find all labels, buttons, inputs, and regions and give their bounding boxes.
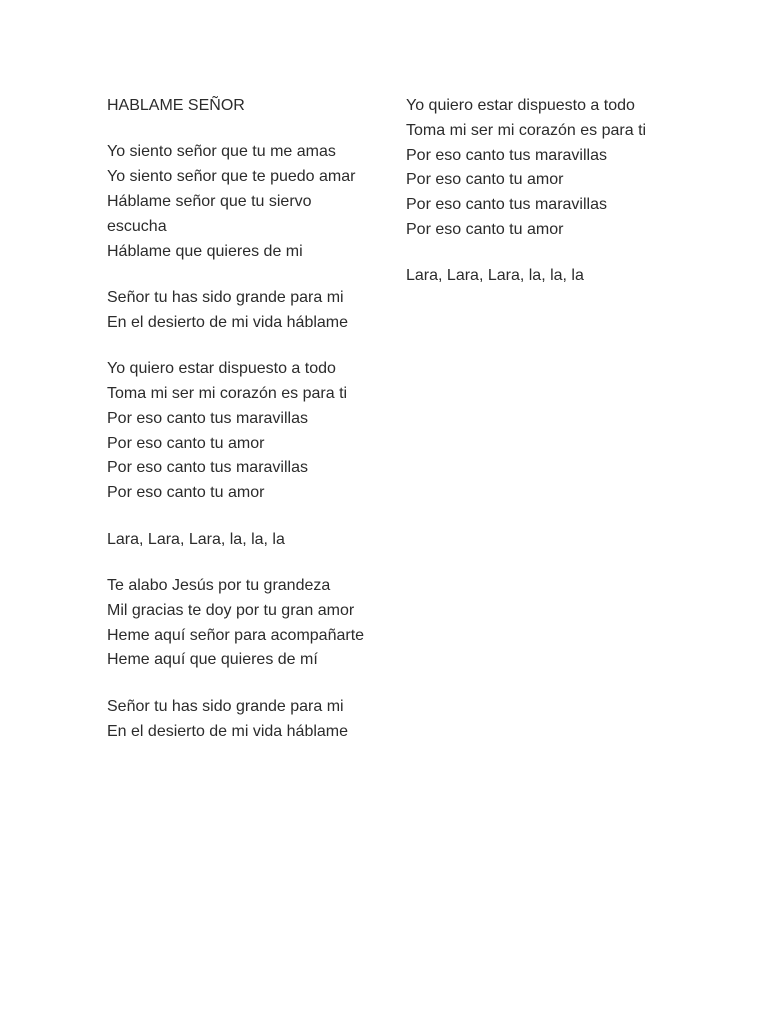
lyric-line: Lara, Lara, Lara, la, la, la [406, 267, 584, 285]
lyric-line: Por eso canto tus maravillas [107, 459, 308, 477]
stanza [406, 264, 668, 289]
stanza [107, 286, 369, 336]
lyric-line: Lara, Lara, Lara, la, la, la [107, 530, 285, 548]
left-column [107, 94, 369, 766]
stanza [107, 357, 369, 506]
lyric-line: Yo quiero estar dispuesto a todo [107, 360, 336, 378]
stanza [107, 528, 369, 553]
song-title: HABLAME SEÑOR [107, 97, 245, 114]
lyric-line: Yo quiero estar dispuesto a todo [406, 97, 635, 114]
lyric-line: Te alabo Jesús por tu grandeza [107, 576, 331, 594]
lyric-line: Por eso canto tu amor [107, 434, 265, 452]
lyric-line: Heme aquí señor para acompañarte [107, 626, 365, 644]
stanza [406, 94, 668, 243]
lyric-line: En el desierto de mi vida háblame [107, 313, 349, 331]
lyric-line: Señor tu has sido grande para mi [107, 288, 344, 306]
lyric-line: Por eso canto tu amor [406, 220, 564, 238]
lyric-line: Mil gracias te doy por tu gran amor [107, 601, 355, 619]
stanza [107, 574, 369, 673]
stanza [107, 140, 369, 264]
lyric-line: Por eso canto tus maravillas [107, 409, 308, 427]
lyric-line: En el desierto de mi vida háblame [107, 722, 349, 740]
lyric-line: Por eso canto tu amor [406, 171, 564, 189]
right-column [406, 94, 668, 311]
lyric-line: Háblame que quieres de mi [107, 242, 303, 260]
lyric-line: Por eso canto tus maravillas [406, 146, 607, 164]
lyric-line: Por eso canto tus maravillas [406, 196, 607, 214]
lyric-line: Señor tu has sido grande para mi [107, 697, 344, 715]
lyric-line: Yo siento señor que tu me amas [107, 143, 336, 161]
stanza [107, 695, 369, 745]
lyric-line: Toma mi ser mi corazón es para ti [406, 121, 647, 139]
lyric-line: Háblame señor que tu siervo escucha [107, 192, 312, 235]
lyric-line: Yo siento señor que te puedo amar [107, 168, 356, 186]
lyric-line: Heme aquí que quieres de mí [107, 651, 318, 669]
lyric-line: Por eso canto tu amor [107, 484, 265, 502]
lyric-line: Toma mi ser mi corazón es para ti [107, 384, 348, 402]
